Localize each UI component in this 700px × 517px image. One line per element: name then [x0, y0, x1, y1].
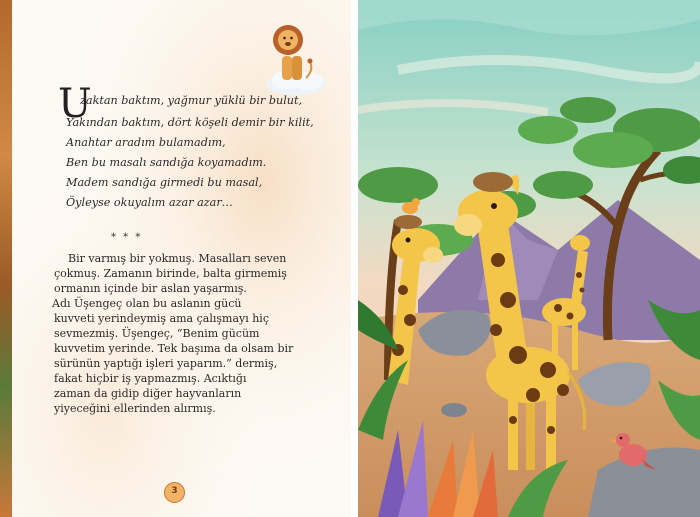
- section-separator: * * *: [111, 232, 143, 243]
- page-number-badge: [164, 482, 185, 503]
- story-line: Bir varmış bir yokmuş. Masalları seven: [68, 252, 287, 265]
- story-line: çokmuş. Zamanın birinde, balta girmemiş: [54, 267, 287, 280]
- story-line: kuvvetim yerinde. Tek başıma da olsam bir: [54, 342, 294, 355]
- story-line: Adı Üşengeç olan bu aslanın gücü: [52, 297, 242, 310]
- page-gutter: [351, 0, 358, 517]
- poem-line: Madem sandığa girmedi bu masal,: [66, 176, 263, 189]
- poem-line: Yakından baktım, dört köşeli demir bir kilit,: [66, 116, 314, 129]
- story-line: zaman da gidip diğer hayvanların: [54, 387, 242, 400]
- story-line: kuvveti yerindeymiş ama çalışmayı hiç: [54, 312, 269, 325]
- page-number: 3: [171, 486, 178, 496]
- poem-line: Anahtar aradım bulamadım,: [66, 136, 226, 149]
- poem-line: Ben bu masalı sandığa koyamadım.: [66, 156, 267, 169]
- story-line: ormanın içinde bir aslan yaşarmış.: [54, 282, 247, 295]
- right-page-illustration: [358, 0, 700, 517]
- giraffes-illustration: [358, 0, 700, 517]
- story-line: sevmezmiş. Üşengeç, “Benim gücüm: [54, 327, 260, 340]
- poem-line: zaktan baktım, yağmur yüklü bir bulut,: [80, 94, 303, 107]
- poem-line: Öyleyse okuyalım azar azar…: [66, 196, 233, 209]
- lion-on-cloud-icon: [266, 18, 330, 98]
- story-line: sürünün yaptığı işleri yaparım.” dermiş,: [54, 357, 278, 370]
- story-line: yiyeceğini ellerinden alırmış.: [54, 402, 216, 415]
- poem-dropcap: U: [58, 81, 92, 127]
- story-line: fakat hiçbir iş yapmazmış. Acıktığı: [54, 372, 247, 385]
- previous-page-edge: [0, 0, 12, 517]
